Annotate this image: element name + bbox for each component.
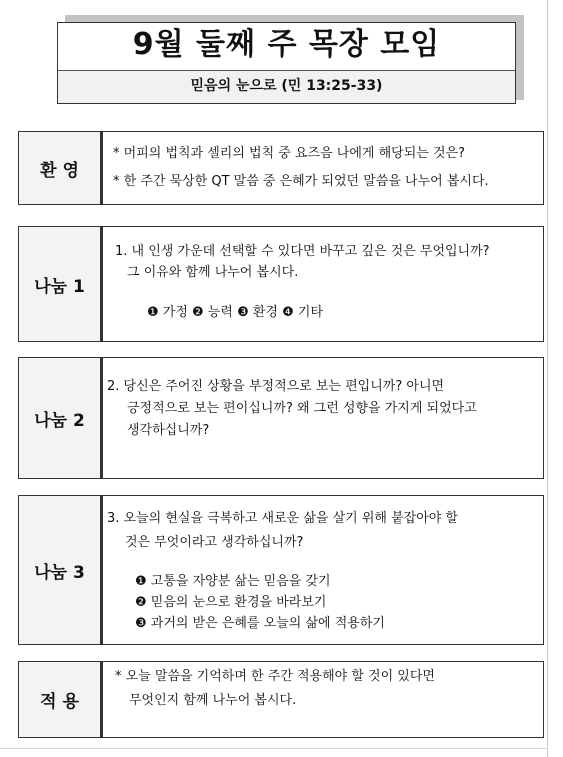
share2-question-line-2: 긍정적으로 보는 편이십니까? 왜 그런 성향을 가지게 되었다고 <box>127 401 477 416</box>
apply-label: 적 용 <box>18 661 102 738</box>
share3-option-1: ❶ 고통을 자양분 삶는 믿음을 갖기 <box>135 574 331 589</box>
share2-question-line-1: 2. 당신은 주어진 상황을 부정적으로 보는 편입니까? 아니면 <box>107 379 445 394</box>
share2-label: 나눔 2 <box>18 357 102 479</box>
page-edge-bottom <box>0 748 548 749</box>
apply-content <box>102 661 544 738</box>
welcome-line-2: * 한 주간 묵상한 QT 말씀 중 은혜가 되었던 말씀을 나누어 봅시다. <box>113 174 489 189</box>
share3-label: 나눔 3 <box>18 495 102 645</box>
share3-option-3: ❸ 과거의 받은 은혜를 오늘의 삶에 적용하기 <box>135 616 385 631</box>
page-edge-right <box>547 0 548 757</box>
page-subtitle: 믿음의 눈으로 (민 13:25-33) <box>190 78 383 94</box>
share1-content <box>102 226 544 342</box>
page-title: 9월 둘째 주 목장 모임 <box>132 27 441 62</box>
welcome-label: 환 영 <box>18 131 102 205</box>
share3-content <box>102 495 544 645</box>
share3-question-line-2: 것은 무엇이라고 생각하십니까? <box>125 535 304 550</box>
welcome-line-1: * 머피의 법칙과 셀리의 법칙 중 요즈음 나에게 해당되는 것은? <box>113 146 465 161</box>
share2-content <box>102 357 544 479</box>
share1-question-line-2: 그 이유와 함께 나누어 봅시다. <box>127 265 299 280</box>
share1-label: 나눔 1 <box>18 226 102 342</box>
share3-question-line-1: 3. 오늘의 현실을 극복하고 새로운 삶을 살기 위해 붙잡아야 할 <box>107 511 458 526</box>
share2-question-line-3: 생각하십니까? <box>127 423 210 438</box>
share1-question-line-1: 1. 내 인생 가운데 선택할 수 있다면 바꾸고 깊은 것은 무엇입니까? <box>115 244 490 259</box>
apply-line-2: 무엇인지 함께 나누어 봅시다. <box>129 693 297 708</box>
share1-options: ❶ 가정 ❷ 능력 ❸ 환경 ❹ 기타 <box>147 305 324 320</box>
welcome-content <box>102 131 544 205</box>
title-box <box>57 22 516 104</box>
apply-line-1: * 오늘 말씀을 기억하며 한 주간 적용해야 할 것이 있다면 <box>115 669 435 684</box>
share3-option-2: ❷ 믿음의 눈으로 환경을 바라보기 <box>135 595 327 610</box>
